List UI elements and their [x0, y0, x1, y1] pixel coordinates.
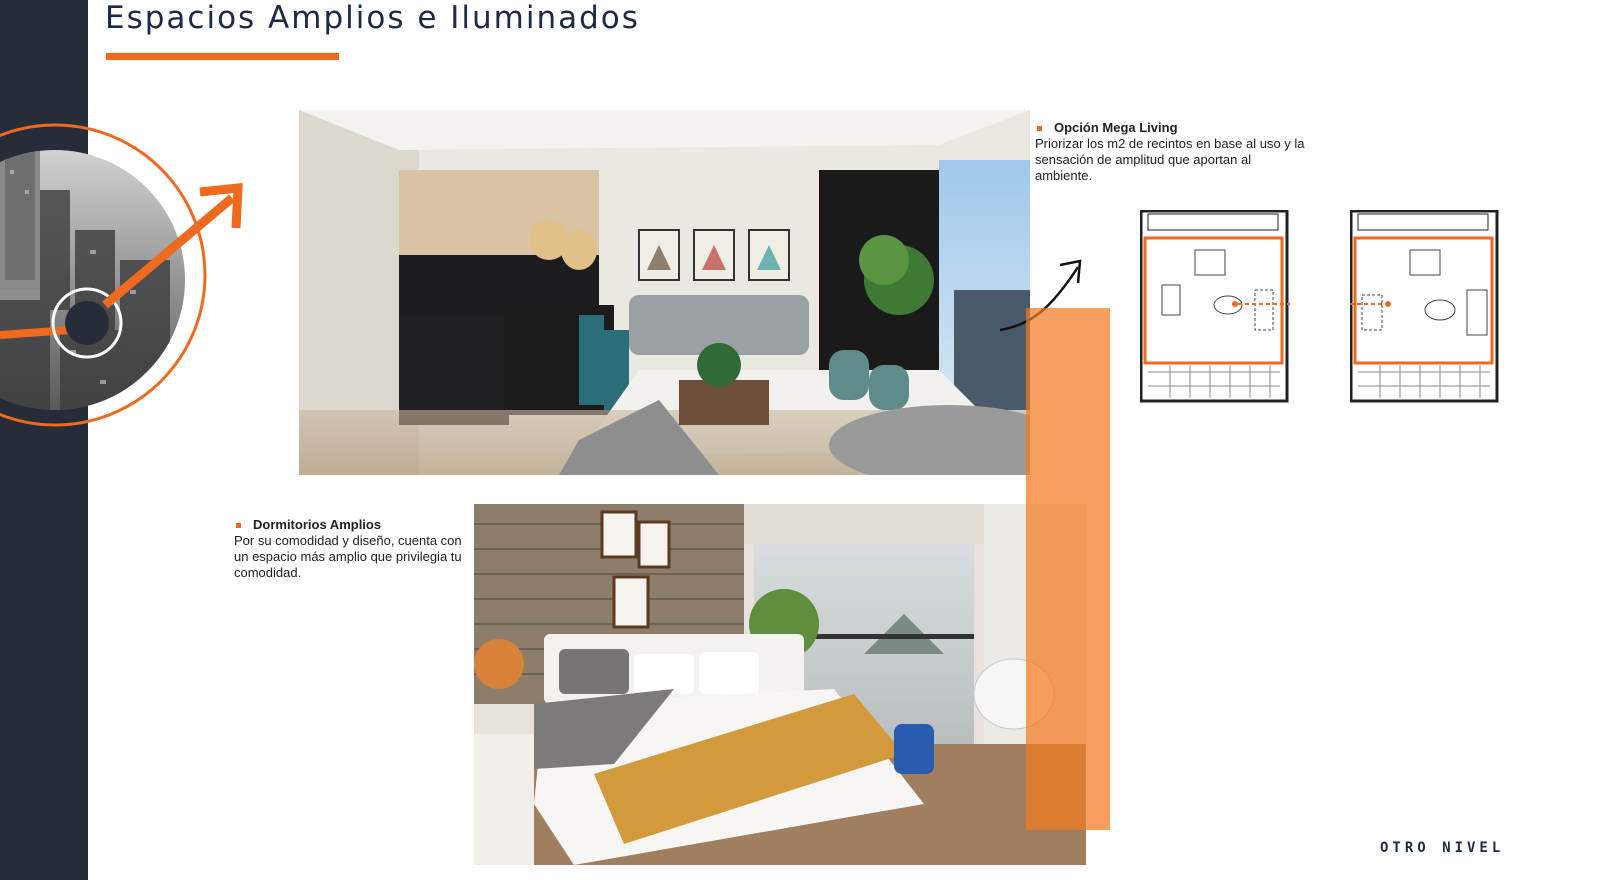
- feature-mega-living: [1035, 120, 1305, 184]
- floor-plan-after: [1350, 210, 1500, 405]
- feature-description: Por su comodidad y diseño, cuenta con un espacio más amplio que privilegia tu comodidad.: [234, 533, 462, 580]
- title-underline: [106, 53, 339, 60]
- page-title: Espacios Amplios e Iluminados: [105, 0, 640, 36]
- bedroom-render: [474, 504, 1086, 865]
- bullet-square-icon: [236, 523, 241, 528]
- feature-dormitorios: [234, 517, 464, 581]
- brand-footer: OTRO NIVEL: [1380, 840, 1505, 856]
- city-photo: [0, 110, 200, 440]
- feature-description: Priorizar los m2 de recintos en base al uso y la sensación de amplitud que aportan al ambiente.: [1035, 136, 1305, 183]
- feature-heading: Opción Mega Living: [1054, 120, 1178, 135]
- bullet-square-icon: [1037, 126, 1042, 131]
- living-room-render: [299, 110, 1030, 475]
- city-circle-graphic: [0, 0, 260, 540]
- floor-plan-before: [1140, 210, 1290, 405]
- orange-accent-panel: [1026, 308, 1110, 830]
- feature-heading: Dormitorios Amplios: [253, 517, 382, 532]
